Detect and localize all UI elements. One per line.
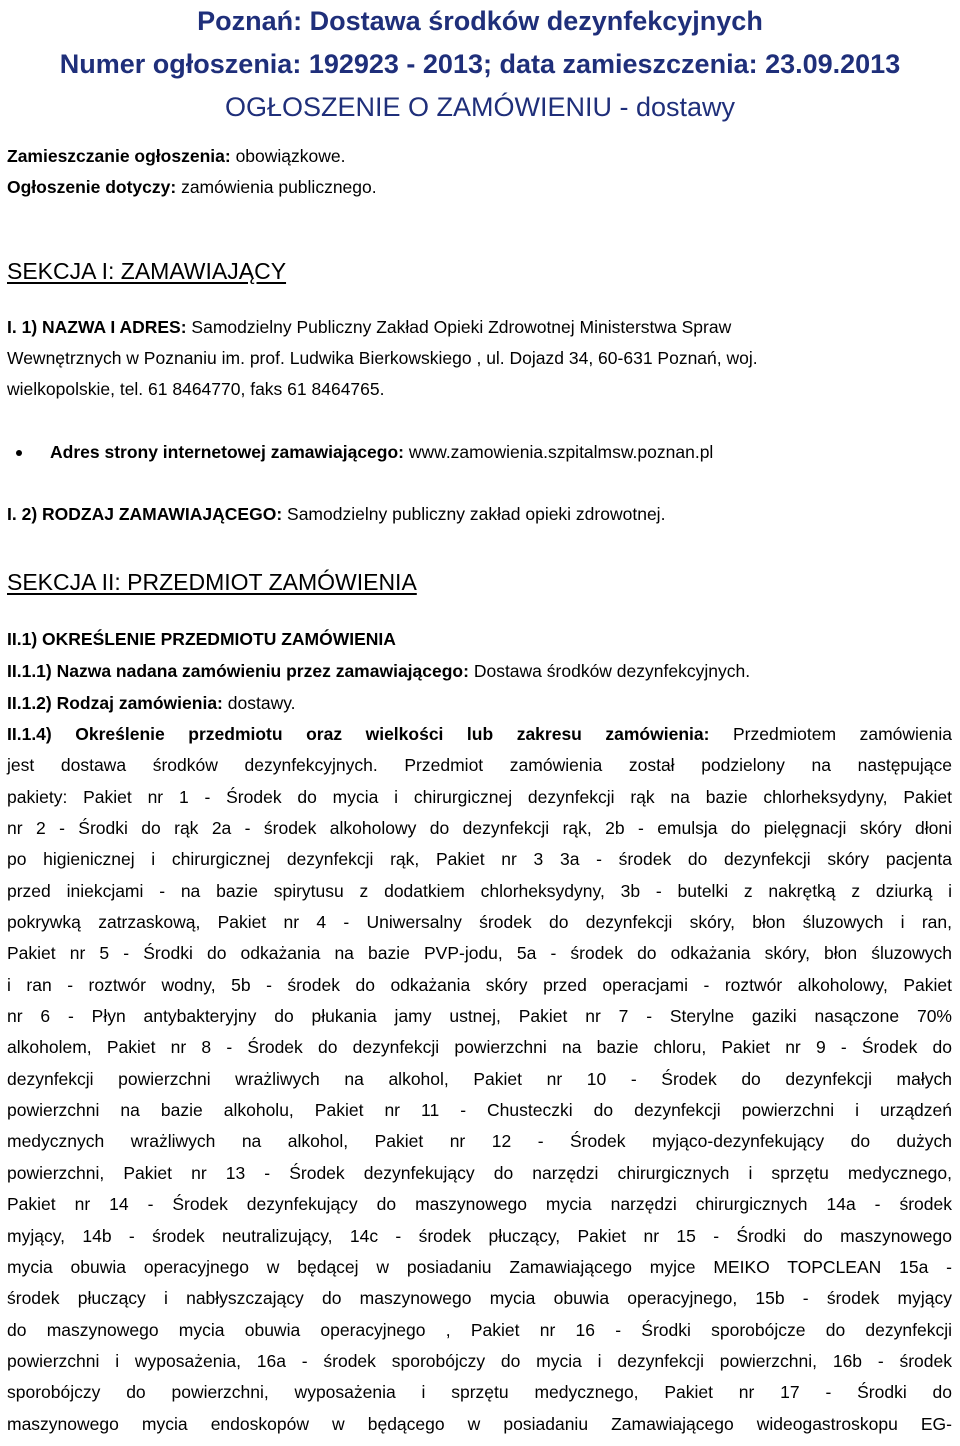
order-description-label: II.1.4) Określenie przedmiotu oraz wielkości lub zakresu zamówienia: xyxy=(7,724,710,744)
order-type-value: dostawy. xyxy=(227,693,296,713)
page-title: Poznań: Dostawa środków dezynfekcyjnych xyxy=(197,6,763,36)
announcement-type: OGŁOSZENIE O ZAMÓWIENIU - dostawy xyxy=(224,92,736,122)
order-description-line: medycznych wrażliwych na alkohol, Pakiet nr 12 - Środek myjąco-dezynfekujący do dużych xyxy=(7,1131,952,1152)
placement-value: obowiązkowe. xyxy=(235,146,346,166)
placement-line xyxy=(7,141,952,172)
order-name-value: Dostawa środków dezynfekcyjnych. xyxy=(473,661,751,681)
concerns-line xyxy=(7,172,952,203)
name-address-label: I. 1) NAZWA I ADRES: xyxy=(7,317,187,337)
website-line xyxy=(50,437,713,468)
placement-label: Zamieszczanie ogłoszenia: xyxy=(7,146,231,166)
name-address-text-1: Samodzielny Publiczny Zakład Opieki Zdrowotnej Ministerstwa Spraw xyxy=(191,317,732,337)
name-address-line-1 xyxy=(7,312,952,343)
order-description xyxy=(7,719,952,1440)
order-name-line xyxy=(7,656,952,687)
website-link[interactable]: www.zamowienia.szpitalmsw.poznan.pl xyxy=(408,442,714,462)
title-block xyxy=(0,0,960,129)
order-description-line: pakiety: Pakiet nr 1 - Środek do mycia i chirurgicznej dezynfekcji rąk na bazie chlorheksydyny, Pakiet xyxy=(7,786,952,807)
order-type-line xyxy=(7,688,952,719)
order-description-line: środek płuczący i nabłyszczający do maszynowego mycia obuwia operacyjnego, 15b - środek myjący xyxy=(7,1288,952,1309)
subject-subheading: II.1) OKREŚLENIE PRZEDMIOTU ZAMÓWIENIA xyxy=(7,629,396,649)
order-description-line: alkoholem, Pakiet nr 8 - Środek do dezynfekcji powierzchni na bazie chloru, Pakiet nr 9 - Środek do xyxy=(7,1037,952,1058)
section-1-heading: SEKCJA I: ZAMAWIAJĄCY xyxy=(7,258,287,284)
order-description-line: sporobójczy do powierzchni, wyposażenia i sprzętu medycznego, Pakiet nr 17 - Środki do xyxy=(7,1382,952,1403)
order-description-line: nr 2 - Środki do rąk 2a - środek alkoholowy do dezynfekcji rąk, 2b - emulsja do pielęgnacji skóry dłoni xyxy=(7,818,952,839)
order-description-line: dezynfekcji powierzchni wrażliwych na alkohol, Pakiet nr 10 - Środek do dezynfekcji małych xyxy=(7,1068,952,1089)
order-description-line: mycia obuwia operacyjnego w będącej w posiadaniu Zamawiającego myjce MEIKO TOPCLEAN 15a - xyxy=(7,1256,952,1277)
section-2-heading: SEKCJA II: PRZEDMIOT ZAMÓWIENIA xyxy=(7,569,417,595)
order-description-line: myjący, 14b - środek neutralizujący, 14c - środek płuczący, Pakiet nr 15 - Środki do maszynowego xyxy=(7,1225,952,1246)
name-address-line-3: wielkopolskie, tel. 61 8464770, faks 61 8464765. xyxy=(7,379,385,399)
contracting-type-line xyxy=(7,499,952,530)
order-description-line-0: II.1.4) Określenie przedmiotu oraz wielkości lub zakresu zamówienia: Przedmiotem zamówienia xyxy=(7,724,952,744)
bullet-icon xyxy=(16,450,22,456)
order-name-label: II.1.1) Nazwa nadana zamówieniu przez zamawiającego: xyxy=(7,661,469,681)
order-description-line: powierzchni na bazie alkoholu, Pakiet nr 11 - Chusteczki do dezynfekcji powierzchni i urządzeń xyxy=(7,1100,952,1121)
order-description-line: po higienicznej i chirurgicznej dezynfekcji rąk, Pakiet nr 3 3a - środek do dezynfekcji skóry pacjenta xyxy=(7,849,952,870)
concerns-value: zamówienia publicznego. xyxy=(181,177,377,197)
order-description-line: powierzchni i wyposażenia, 16a - środek sporobójczy do mycia i dezynfekcji powierzchni, 16b - środek xyxy=(7,1350,952,1371)
order-description-line: Pakiet nr 5 - Środki do odkażania na bazie PVP-jodu, 5a - środek do odkażania skóry, błon śluzowych xyxy=(7,943,952,964)
concerns-label: Ogłoszenie dotyczy: xyxy=(7,177,177,197)
order-description-line: do maszynowego mycia obuwia operacyjnego , Pakiet nr 16 - Środki sporobójcze do dezynfekcji xyxy=(7,1319,952,1340)
contracting-type-label: I. 2) RODZAJ ZAMAWIAJĄCEGO: xyxy=(7,504,283,524)
order-description-line: Pakiet nr 14 - Środek dezynfekujący do maszynowego mycia narzędzi chirurgicznych 14a - środek xyxy=(7,1194,952,1215)
order-description-line: maszynowego mycia endoskopów w będącego w posiadaniu Zamawiającego wideogastroskopu EG- xyxy=(7,1413,952,1434)
order-description-line: nr 6 - Płyn antybakteryjny do płukania jamy ustnej, Pakiet nr 7 - Sterylne gaziki nasączone 70% xyxy=(7,1006,952,1027)
order-description-line: pokrywką zatrzaskową, Pakiet nr 4 - Uniwersalny środek do dezynfekcji skóry, błon śluzowych i ran, xyxy=(7,912,952,933)
announcement-number: Numer ogłoszenia: 192923 - 2013; data zamieszczenia: 23.09.2013 xyxy=(59,49,901,79)
order-description-line: powierzchni, Pakiet nr 13 - Środek dezynfekujący do narzędzi chirurgicznych i sprzętu medycznego, xyxy=(7,1162,952,1183)
contracting-type-value: Samodzielny publiczny zakład opieki zdrowotnej. xyxy=(287,504,666,524)
order-type-label: II.1.2) Rodzaj zamówienia: xyxy=(7,693,223,713)
order-description-line: i ran - roztwór wodny, 5b - środek do odkażania skóry przed operacjami - roztwór alkoholowy, Pakiet xyxy=(7,974,952,995)
order-description-line: przed iniekcjami - na bazie spirytusu z dodatkiem chlorheksydyny, 3b - butelki z nakrętką z dziurką i xyxy=(7,880,952,901)
website-label: Adres strony internetowej zamawiającego: xyxy=(50,442,404,462)
name-address-line-2: Wewnętrznych w Poznaniu im. prof. Ludwika Bierkowskiego , ul. Dojazd 34, 60-631 Poznań, woj. xyxy=(7,348,758,368)
order-description-line: jest dostawa środków dezynfekcyjnych. Przedmiot zamówienia został podzielony na następujące xyxy=(7,755,952,776)
